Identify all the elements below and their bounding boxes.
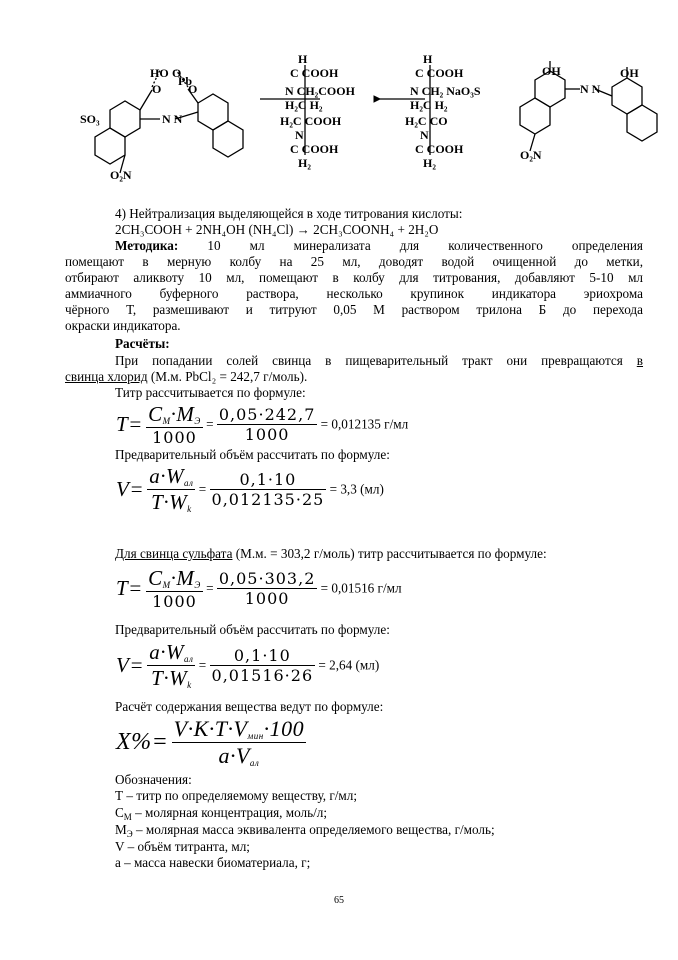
svg-text:H₂C CO: H₂C CO: [405, 114, 448, 128]
svg-text:H₂C H₂: H₂C H₂: [410, 98, 448, 112]
method-line-4: аммиачного буферного раствора, несколько крупинок индикатора эриохрома: [65, 286, 643, 301]
neutralization-equation: 2CH₃COOH + 2NH₄OH (NH₄Cl) → 2CH₃COONH₄ + 2H₂O: [115, 222, 439, 237]
method-line-1: [115, 238, 643, 253]
calc-intro-text: При попадании солей свинца в пищеварительный тракт они превращаются: [115, 353, 623, 368]
svg-text:O₂N: O₂N: [110, 168, 132, 182]
lead-chloride-term: свинца хлорид: [65, 369, 148, 384]
notation-item-volume: V – объём титранта, мл;: [115, 839, 250, 854]
calc-label: Расчёты:: [115, 336, 170, 351]
calc-intro-line-2: [65, 369, 307, 384]
notation-m-symbol: М: [115, 822, 127, 837]
content-formula-label: Расчёт содержания вещества ведут по формуле:: [115, 699, 384, 714]
svg-text:H₂C COOH: H₂C COOH: [280, 114, 342, 128]
sulfate-line: [115, 546, 547, 561]
f4-result: = 2,64 (мл): [318, 657, 380, 673]
svg-text:H: H: [423, 55, 433, 66]
svg-text:N N: N N: [580, 82, 601, 96]
lead-sulfate-text: (М.м. = 303,2 г/моль) титр рассчитывается по формуле:: [232, 546, 547, 561]
svg-text:C COOH: C COOH: [290, 66, 339, 80]
section-heading: 4) Нейтрализация выделяющейся в ходе титрования кислоты:: [115, 206, 463, 221]
f3-result: = 0,01516 г/мл: [320, 580, 402, 596]
notation-m-text: – молярная масса эквивалента определяемого вещества, г/моль;: [132, 822, 495, 837]
f1-denominator: 1000: [217, 424, 318, 444]
calc-intro-underlined: в: [636, 353, 644, 368]
method-label: Методика:: [115, 238, 179, 253]
method-text: 10 мл минерализата для количественного определения: [207, 238, 644, 253]
formula-volume-sulfate: V= $\frac{a\cdot W_{ал}}{T\cdot W_k}$ = $\frac{0,1\cdot 10}{0,01516\cdot 26}$ = 2,64 (мл): [116, 640, 380, 690]
calc-intro-line-1: [115, 353, 643, 368]
f3-den-symbolic: 1000: [146, 591, 203, 611]
svg-text:H₂C H₂: H₂C H₂: [285, 98, 323, 112]
chemical-structure-diagram: [80, 55, 660, 185]
svg-text:C COOH: C COOH: [290, 142, 339, 156]
formula-volume-chloride: V= $\frac{a\cdot W_{ал}}{T\cdot W_k}$ = $\frac{0,1\cdot 10}{0,012135\cdot 25}$ = 3,3 (мл): [116, 464, 384, 514]
prelim-volume-label-2: Предварительный объём рассчитать по формуле:: [115, 622, 390, 637]
notation-item-titer: Т – титр по определяемому веществу, г/мл;: [115, 788, 357, 803]
notation-c-text: – молярная концентрация, моль/л;: [131, 805, 328, 820]
svg-text:O: O: [152, 82, 162, 96]
lead-chloride-mass: (М.м. PbCl₂ = 242,7 г/моль).: [147, 369, 308, 384]
svg-text:N: N: [420, 128, 429, 142]
f3-denominator: 1000: [217, 588, 318, 608]
svg-text:N CH₂COOH: N CH₂COOH: [285, 84, 355, 98]
svg-text:SO₃: SO₃: [80, 112, 100, 126]
notation-m-subscript: Э: [126, 829, 133, 839]
svg-text:N: N: [295, 128, 304, 142]
f2-result: = 3,3 (мл): [329, 481, 384, 497]
notation-item-mass: а – масса навески биоматериала, г;: [115, 855, 311, 870]
prelim-volume-label-1: Предварительный объём рассчитать по формуле:: [115, 447, 390, 462]
method-line-6: окраски индикатора.: [65, 318, 181, 333]
svg-text:O: O: [172, 66, 182, 80]
svg-text:H₂: H₂: [298, 156, 311, 170]
svg-text:HO: HO: [150, 66, 169, 80]
svg-text:C COOH: C COOH: [415, 66, 464, 80]
f4-denominator: 0,01516·26: [211, 666, 314, 685]
svg-text:H: H: [298, 55, 308, 66]
titer-label: Титр рассчитывается по формуле:: [115, 385, 306, 400]
svg-text:O₂N: O₂N: [520, 148, 542, 162]
svg-text:OH: OH: [620, 66, 639, 80]
notation-c-subscript: М: [123, 812, 132, 822]
formula-titer-chloride: T= $\frac{C_M\cdot M_Э}{1000}$ = $\frac{0,05\cdot 242,7}{1000}$ = 0,012135 г/мл: [116, 402, 409, 447]
f4-numerator: 0,1·10: [233, 646, 291, 665]
notation-label: Обозначения:: [115, 772, 192, 787]
svg-text:N CH₂ NaO₃S: N CH₂ NaO₃S: [410, 84, 481, 98]
f2-denominator: 0,012135·25: [211, 490, 325, 509]
method-line-2: помещают в мерную колбу на 25 мл, доводят водой очищенной до метки,: [65, 254, 643, 269]
f1-den-symbolic: 1000: [146, 427, 203, 447]
lead-sulfate-term: Для свинца сульфата: [115, 546, 233, 561]
method-line-3: отбирают аликвоту 10 мл, помещают в колбу для титрования, добавляют 5-10 мл: [65, 270, 643, 285]
formula-titer-sulfate: T= $\frac{C_M\cdot M_Э}{1000}$ = $\frac{0,05\cdot 303,2}{1000}$ = 0,01516 г/мл: [116, 566, 402, 611]
f1-result: = 0,012135 г/мл: [320, 416, 409, 432]
svg-text:O: O: [188, 82, 198, 96]
svg-text:N N: N N: [162, 112, 183, 126]
svg-text:C COOH: C COOH: [415, 142, 464, 156]
method-line-5: чёрного Т, размешивают и титруют 0,05 М раствором трилона Б до перехода: [65, 302, 643, 317]
f3-numerator: 0,05·303,2: [218, 569, 316, 588]
svg-text:H₂: H₂: [423, 156, 436, 170]
page-number: 65: [334, 895, 344, 906]
f1-numerator: 0,05·242,7: [218, 405, 316, 424]
svg-text:Pb: Pb: [178, 74, 193, 88]
notation-c-symbol: С: [115, 805, 124, 820]
svg-text:OH: OH: [542, 64, 561, 78]
f2-numerator: 0,1·10: [239, 470, 297, 489]
formula-content: X%= $\frac{V\cdot K\cdot T\cdot V_{мин}\cdot 100}{a\cdot V_{ал}}$: [116, 716, 305, 768]
